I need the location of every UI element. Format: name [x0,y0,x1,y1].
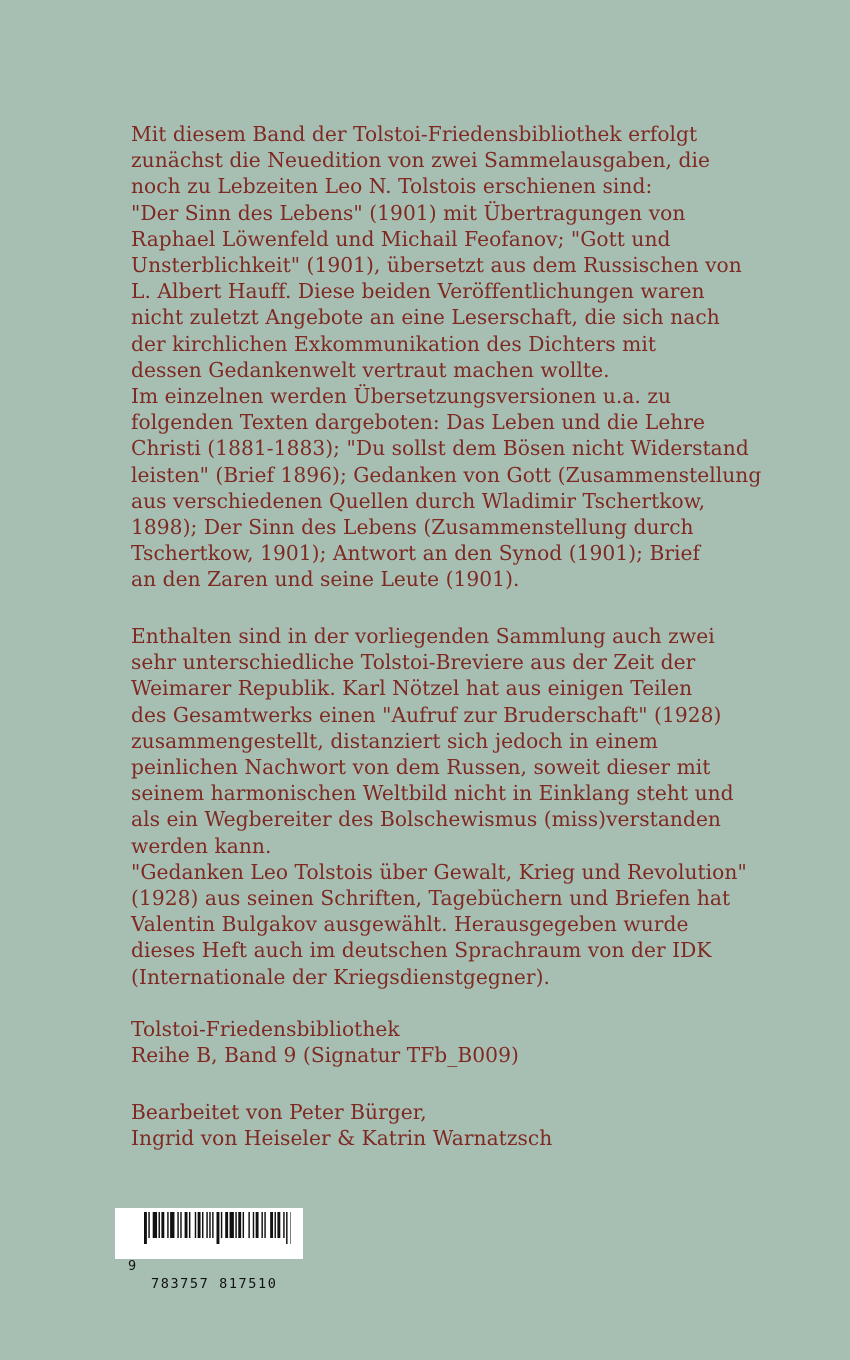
barcode-bar [195,1212,196,1238]
text-line: 1898); Der Sinn des Lebens (Zusammenstellung durch [131,515,694,540]
barcode-bar [221,1212,222,1238]
barcode-bar [202,1212,203,1238]
text-line: peinlichen Nachwort von dem Russen, soweit dieser mit [131,755,711,780]
barcode-bar [180,1212,181,1238]
barcode-bar [261,1212,262,1238]
text-line: des Gesamtwerks einen "Aufruf zur Bruderschaft" (1928) [131,702,722,727]
text-line: als ein Wegbereiter des Bolschewismus (miss)verstanden [131,807,721,832]
barcode-bar [225,1212,228,1238]
text-line: Valentin Bulgakov ausgewählt. Herausgegeben wurde [131,912,689,937]
series-name: Tolstoi-Friedensbibliothek [131,1017,400,1041]
barcode-bar [185,1212,188,1238]
barcode-bar [256,1212,259,1238]
text-line: Unsterblichkeit" (1901), übersetzt aus dem Russischen von [131,253,742,278]
editors-info [131,1099,821,1151]
barcode-bar [243,1212,244,1238]
text-line: Mit diesem Band der Tolstoi-Friedensbibliothek erfolgt [131,122,698,146]
editors-line: Bearbeitet von Peter Bürger, [131,1100,427,1124]
text-line: leisten" (Brief 1896); Gedanken von Gott (Zusammenstellung [131,462,762,487]
series-info [131,1016,821,1068]
text-line: sehr unterschiedliche Tolstoi-Breviere aus der Zeit der [131,650,696,675]
text-line: Enthalten sind in der vorliegenden Sammlung auch zwei [131,624,715,648]
text-line: Christi (1881-1883); "Du sollst dem Bösen nicht Widerstand [131,436,749,461]
text-line: folgenden Texten dargeboten: Das Leben und die Lehre [131,410,706,435]
barcode-bar [148,1212,149,1238]
barcode-bar [209,1212,210,1238]
barcode-bar [238,1212,241,1238]
text-line: "Der Sinn des Lebens" (1901) mit Übertragungen von [131,200,686,225]
barcode-bar [253,1212,254,1238]
barcode-bar [230,1212,234,1238]
barcode-bar [270,1212,273,1238]
barcode-bar [277,1212,280,1238]
barcode-bar [283,1212,284,1238]
text-line: "Gedanken Leo Tolstois über Gewalt, Krieg und Revolution" [131,859,747,884]
barcode-bar [248,1212,249,1238]
barcode-digits [115,1239,303,1292]
text-line: zunächst die Neuedition von zwei Sammelausgaben, die [131,148,710,173]
barcode-bar [167,1212,168,1238]
text-line: an den Zaren und seine Leute (1901). [131,567,520,592]
editors-line: Ingrid von Heiseler & Katrin Warnatzsch [131,1126,553,1151]
barcode-bar [275,1212,276,1238]
text-line: der kirchlichen Exkommunikation des Dichters mit [131,331,657,356]
text-line: Weimarer Republik. Karl Nötzel hat aus einigen Teilen [131,676,693,701]
barcode-bar [264,1212,265,1238]
text-line: (Internationale der Kriegsdienstgegner). [131,964,551,989]
barcode-bar [189,1212,190,1238]
text-line: dieses Heft auch im deutschen Sprachraum von der IDK [131,938,712,963]
text-line: Tschertkow, 1901); Antwort an den Synod (1901); Brief [131,541,701,566]
description-paragraph-1 [131,121,821,593]
barcode-bar [159,1212,160,1238]
text-line: werden kann. [131,833,272,858]
barcode-bar [161,1212,164,1238]
series-volume: Reihe B, Band 9 (Signatur TFb_B009) [131,1043,519,1068]
barcode-bar [198,1212,201,1238]
barcode-bar [235,1212,236,1238]
text-line: noch zu Lebzeiten Leo N. Tolstois erschienen sind: [131,174,653,199]
text-line: (1928) aus seinen Schriften, Tagebüchern und Briefen hat [131,886,731,911]
isbn-barcode [115,1208,303,1292]
text-line: dessen Gedankenwelt vertraut machen wollte. [131,357,610,382]
barcode-bar [153,1212,157,1238]
barcode-first-digit: 9 [128,1258,137,1274]
text-line: aus verschiedenen Quellen durch Wladimir Tschertkow, [131,488,706,513]
text-line: L. Albert Hauff. Diese beiden Veröffentlichungen waren [131,279,705,304]
barcode-bar [177,1212,178,1238]
text-line: Raphael Löwenfeld und Michail Feofanov; "Gott und [131,226,671,251]
text-line: Im einzelnen werden Übersetzungsversionen u.a. zu [131,384,672,409]
text-line: nicht zuletzt Angebote an eine Leserschaft, die sich nach [131,305,720,330]
barcode-bar [212,1212,213,1238]
text-line: zusammengestellt, distanziert sich jedoch in einem [131,728,658,753]
barcode-bar [170,1212,174,1238]
barcode-bar [206,1212,207,1238]
barcode-remaining-digits: 783757 817510 [151,1276,278,1292]
description-paragraph-2 [131,623,821,990]
text-line: seinem harmonischen Weltbild nicht in Einklang steht und [131,781,734,806]
